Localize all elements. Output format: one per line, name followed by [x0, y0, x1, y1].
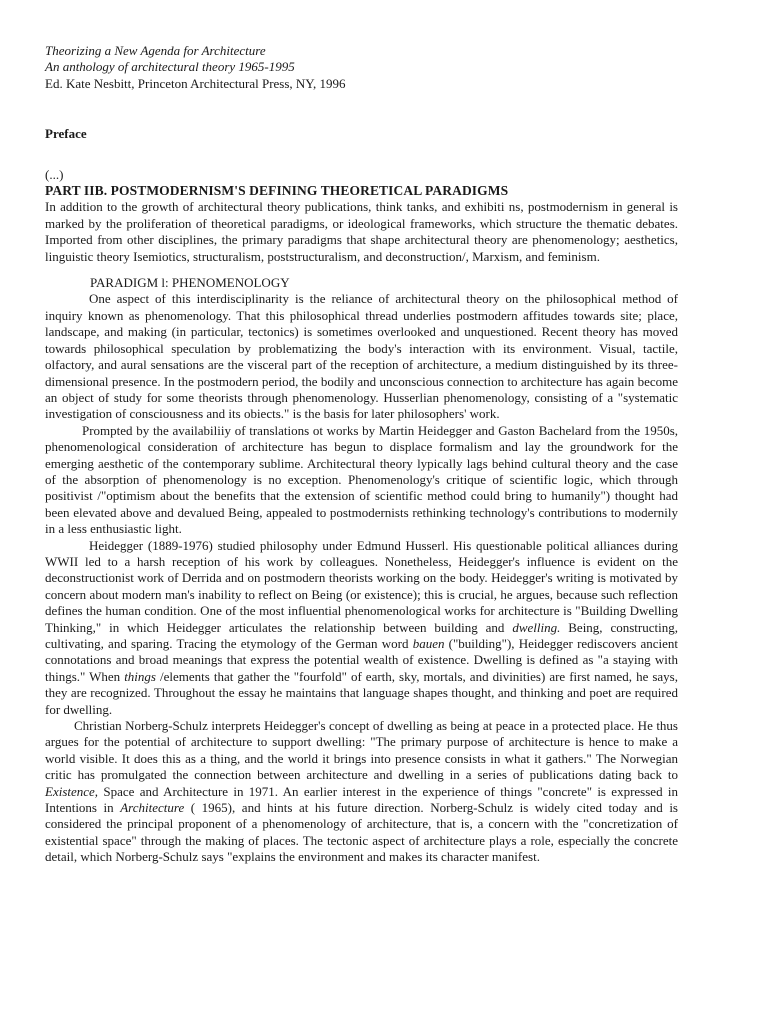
emphasis-text: things [124, 668, 156, 684]
text-run: Being, constructing, cultivating, and sparing. Tracing the etymology of the German word [45, 619, 678, 651]
paragraph-phenomenology-intro: One aspect of this interdisciplinarity is the reliance of architectural theory on the philosophical method of inquiry known as phenomenology. That this philosophical thread underlies postmodern affitudes towards site; place, landscape, and making (in particular, tectonics) is sometimes overlooked and unquestioned. Recent theory has moved towards philosophical speculation by problematizing the body's interaction with its environment. Visual, tactile, olfactory, and aural sensations are the visceral part of the reception of architecture, a medium distinguished by its three-dimensional presence. In the postmodern period, the bodily and unconscious connection to architecture has again become an object of study for some theorists through phenomenology. Husserlian phenomenology, consisting of a "systematic investigation of consciousness and its obiects." is the basis for later philosophers' work. [45, 291, 678, 422]
preface-heading: Preface [45, 126, 87, 142]
emphasis-text: bauen [412, 636, 445, 651]
book-citation: Ed. Kate Nesbitt, Princeton Architectural Press, NY, 1996 [45, 75, 346, 91]
text-run: ( 1965), and hints at his future direction. Norberg-Schulz is widely cited today and is considered the principal proponent of a phenomenology of architecture, that is, a concern with the "concretization of existential space" through the making of places. The tectonic aspect of architecture plays a role, especially the concrete detail, which Norberg-Schulz says "explains the environment and makes its character manifest. [45, 800, 678, 865]
text-run: /elements that gather the "fourfold" of earth, sky, mortals, and divinities) are first named, he says, they are recognized. Throughout the essay he maintains that language shapes thought, and thinking and poet are required for dwelling. [45, 668, 678, 717]
text-run: ("building"), Heidegger rediscovers ancient connotations and broad meanings that express the potential wealth of existence. Dwelling is defined as "a staying with things." When [45, 636, 679, 684]
part-heading: PART IIB. POSTMODERNISM'S DEFINING THEORETICAL PARADIGMS [45, 183, 509, 199]
paragraph-heidegger-bachelard: Prompted by the availabiliiy of translations ot works by Martin Heidegger and Gaston Bachelard from the 1950s, phenomenological consideration of architecture has begun to displace formalism and lay the groundwork for the emerging aesthetic of the contemporary sublime. Architectural theory lypically lags behind cultural theory and the case of the absorption of phenomenology is no exception. Phenomenology's critique of scientific logic, which through positivist /"optimism about the benefits that the extension of scientific method could bring to humanily") thought had been elevated above and devalued Being, appealed to postmodernists rethinking technology's contributions to modernily in a less enthusiastic light. [45, 422, 678, 537]
text-run: Heidegger (1889-1976) studied philosophy under Edmund Husserl. His questionable political alliances during WWII led to a harsh reception of his work by colleagues. Nonetheless, Heidegger's influence is evident on the deconstructionist work of Derrida and on postmodern theorists working on the body. Heidegger's writing is motivated by concern about modern man's inability to reflect on Being (or existence); this is crucial, he argues, because such reflection defines the human condition. One of the most influential phenomenological works for architecture is "Building Dwelling Thinking," in which Heidegger articulates the relationship between building and [45, 537, 678, 635]
intro-paragraph: In addition to the growth of architectural theory publications, think tanks, and exhibiti ns, postmodernism in general is marked by the proliferation of theoretical paradigms, or ideological frameworks, which structure the thematic debates. Imported from other disciplines, the primary paradigms that shape architectural theory are phenomenology; aesthetics, linguistic theory Isemiotics, structuralism, poststructuralism, and deconstruction/, Marxism, and feminism. [45, 199, 678, 264]
emphasis-text: Architecture [120, 800, 185, 816]
book-subtitle: An anthology of architectural theory 1965-1995 [45, 59, 295, 75]
text-run: Space and Architecture in 1971. An earlier interest in the experience of things "concrete" is expressed in Intentions in [45, 783, 678, 816]
emphasis-text: Existence, [45, 783, 99, 799]
text-run: Christian Norberg-Schulz interprets Heidegger's concept of dwelling as being at peace in a protected place. He thus argues for the potential of architecture to support dwelling: "The primary purpose of architecture is hence to make a world visible. It does this as a thing, and the world it brings into presence consists in what it gathers." The Norwegian critic has promulgated the connection between architecture and dwelling in a series of publications dating back to [45, 718, 678, 783]
paragraph-norberg-schulz [45, 718, 678, 866]
paradigm-heading: PARADIGM l: PHENOMENOLOGY [90, 275, 290, 291]
book-title: Theorizing a New Agenda for Architecture [45, 43, 266, 58]
emphasis-text: dwelling. [512, 619, 561, 635]
document-page [45, 43, 678, 866]
paragraph-heidegger [45, 538, 678, 718]
ellipsis-marker: (...) [45, 166, 64, 182]
